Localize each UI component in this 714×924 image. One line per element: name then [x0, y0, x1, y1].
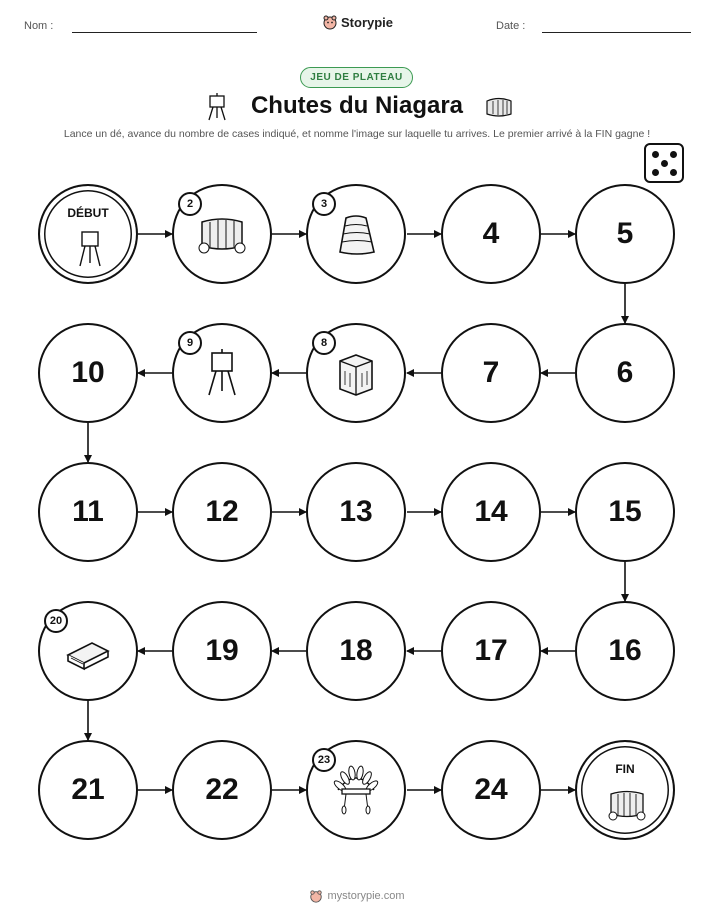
space-12 [172, 462, 272, 562]
space-18 [306, 601, 406, 701]
space-start [38, 184, 138, 284]
space-6 [575, 323, 675, 423]
space-19 [172, 601, 272, 701]
space-number-badge: 8 [312, 331, 336, 355]
space-20 [38, 601, 138, 701]
space-number: 21 [71, 773, 105, 806]
space-10 [38, 323, 138, 423]
space-number: 19 [205, 634, 239, 667]
space-24 [441, 740, 541, 840]
waterfall-icon [196, 208, 248, 260]
storypie-mascot-icon [309, 889, 323, 903]
footer [0, 889, 714, 903]
brand-name: Storypie [341, 14, 394, 30]
space-number-badge: 9 [178, 331, 202, 355]
space-11 [38, 462, 138, 562]
space-14 [441, 462, 541, 562]
space-9 [172, 323, 272, 423]
footer-url[interactable]: mystorypie.com [327, 890, 405, 902]
game-type-tag: JEU DE PLATEAU [300, 67, 413, 88]
space-7 [441, 323, 541, 423]
waterfall-icon [607, 784, 647, 824]
space-17 [441, 601, 541, 701]
rock-icon [330, 208, 382, 260]
stone-block-icon [330, 347, 382, 399]
space-number: 11 [72, 495, 104, 528]
space-15 [575, 462, 675, 562]
space-number: 15 [608, 495, 642, 528]
easel-icon [196, 347, 248, 399]
space-number: 24 [474, 773, 508, 806]
space-number: 4 [482, 217, 500, 250]
space-16 [575, 601, 675, 701]
instructions: Lance un dé, avance du nombre de cases indiqué, et nomme l'image sur laquelle tu arrives. Le premier arrivé à la FIN gagne ! [63, 128, 651, 140]
space-8 [306, 323, 406, 423]
name-label: Nom : [24, 20, 54, 32]
space-number: 6 [616, 356, 634, 389]
space-number-badge: 23 [312, 748, 336, 772]
space-3 [306, 184, 406, 284]
space-number: 7 [482, 356, 500, 389]
start-label: DÉBUT [67, 206, 109, 220]
headdress-icon [330, 764, 382, 816]
space-23 [306, 740, 406, 840]
space-number: 17 [474, 634, 508, 667]
space-number: 22 [205, 773, 239, 806]
space-22 [172, 740, 272, 840]
book-icon [62, 625, 114, 677]
space-2 [172, 184, 272, 284]
space-number: 13 [339, 495, 373, 528]
space-number-badge: 2 [178, 192, 202, 216]
easel-icon [70, 228, 110, 268]
space-number: 16 [608, 634, 642, 667]
space-5 [575, 184, 675, 284]
space-number: 18 [339, 634, 373, 667]
space-number: 10 [71, 356, 105, 389]
space-number: 5 [616, 217, 634, 250]
finish-label: FIN [615, 762, 635, 776]
space-13 [306, 462, 406, 562]
date-label: Date : [496, 20, 526, 32]
space-number: 12 [205, 495, 239, 528]
page-title: Chutes du Niagara [250, 92, 464, 119]
space-4 [441, 184, 541, 284]
space-number-badge: 20 [44, 609, 68, 633]
space-finish [575, 740, 675, 840]
space-number: 14 [474, 495, 508, 528]
space-21 [38, 740, 138, 840]
space-number-badge: 3 [312, 192, 336, 216]
